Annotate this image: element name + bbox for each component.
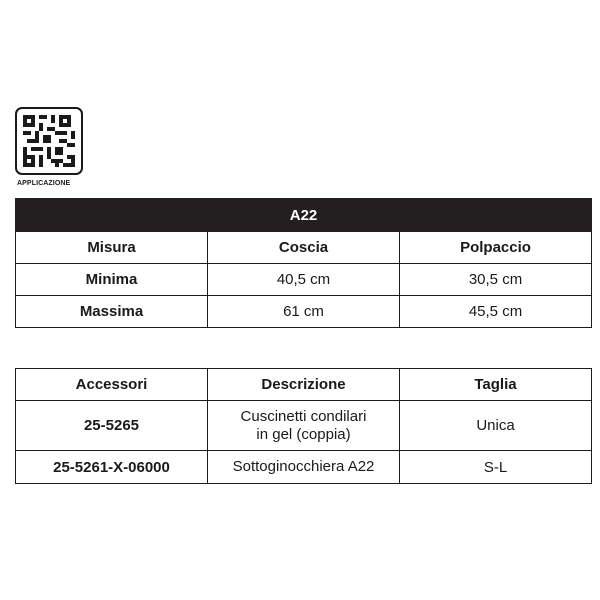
column-header: Accessori xyxy=(16,369,208,401)
size-table-title-row xyxy=(16,199,592,232)
table-cell: 30,5 cm xyxy=(400,264,592,296)
table-row xyxy=(16,451,592,484)
table-cell: 45,5 cm xyxy=(400,296,592,328)
accessory-code: 25-5265 xyxy=(16,401,208,451)
qr-block xyxy=(15,107,83,187)
table-cell: 61 cm xyxy=(208,296,400,328)
table-row xyxy=(16,401,592,451)
accessories-header-row xyxy=(16,369,592,401)
column-header: Coscia xyxy=(208,232,400,264)
table-cell: 40,5 cm xyxy=(208,264,400,296)
column-header: Taglia xyxy=(400,369,592,401)
table-row xyxy=(16,296,592,328)
qr-label: APPLICAZIONE xyxy=(17,180,71,187)
row-label: Minima xyxy=(16,264,208,296)
size-table xyxy=(15,198,592,328)
column-header: Misura xyxy=(16,232,208,264)
accessory-size: S-L xyxy=(400,451,592,484)
accessory-description: Sottoginocchiera A22 xyxy=(208,451,400,484)
qr-code-icon xyxy=(15,107,83,175)
column-header: Polpaccio xyxy=(400,232,592,264)
accessory-code: 25-5261-X-06000 xyxy=(16,451,208,484)
description-line: in gel (coppia) xyxy=(256,425,351,443)
accessory-size: Unica xyxy=(400,401,592,451)
size-table-title: A22 xyxy=(16,199,592,232)
description-line: Cuscinetti condilari xyxy=(240,407,367,425)
accessory-description xyxy=(208,401,400,451)
size-table-header-row xyxy=(16,232,592,264)
row-label: Massima xyxy=(16,296,208,328)
column-header: Descrizione xyxy=(208,369,400,401)
accessories-table xyxy=(15,368,592,484)
table-row xyxy=(16,264,592,296)
